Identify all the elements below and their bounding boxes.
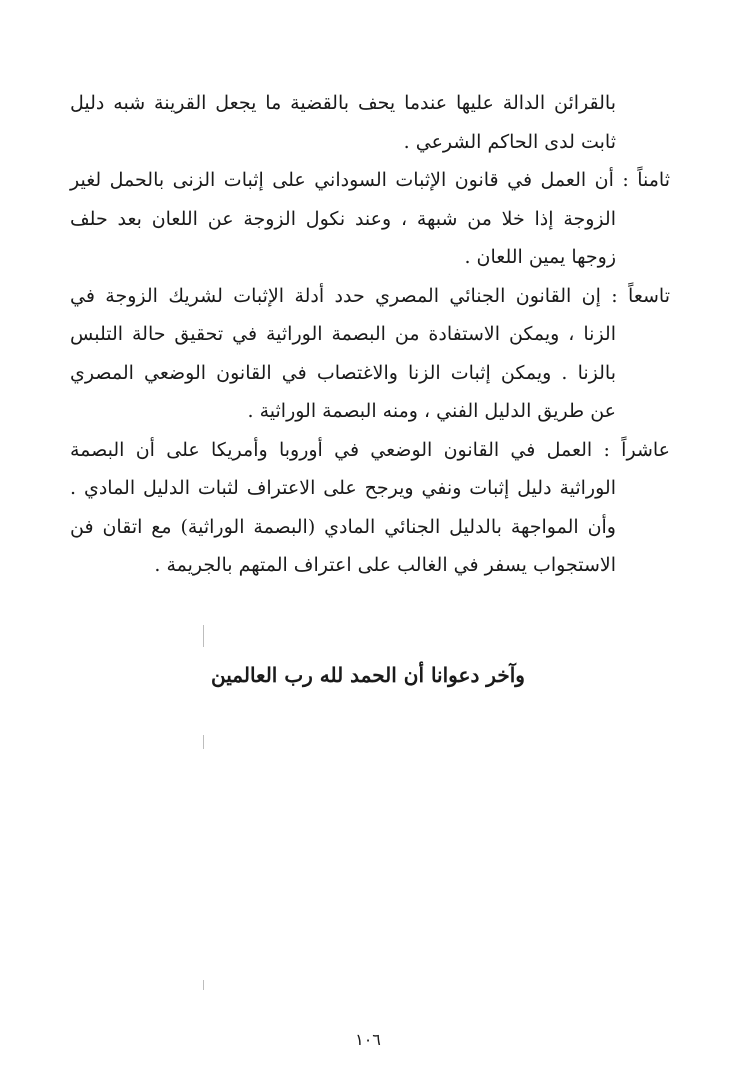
text-line: الوراثية دليل إثبات ونفي ويرجح على الاعتراف لثبات الدليل المادي .	[70, 477, 616, 499]
text-line: ثامناً : أن العمل في قانون الإثبات السوداني على إثبات الزنى بالحمل لغير	[70, 169, 670, 191]
text-line: الزنا ، ويمكن الاستفادة من البصمة الوراثية في تحقيق حالة التلبس	[70, 323, 616, 345]
text-line: بالقرائن الدالة عليها عندما يحف بالقضية ما يجعل القرينة شبه دليل	[70, 92, 616, 114]
scan-speck	[203, 625, 204, 647]
scan-speck	[203, 980, 204, 990]
text-line: عن طريق الدليل الفني ، ومنه البصمة الوراثية .	[247, 400, 616, 422]
text-line: زوجها يمين اللعان .	[464, 246, 616, 268]
text-line: الزوجة إذا خلا من شبهة ، وعند نكول الزوجة عن اللعان بعد حلف	[70, 207, 616, 230]
text-line: ثابت لدى الحاكم الشرعي .	[403, 130, 616, 153]
page-number: ١٠٦	[355, 1030, 381, 1049]
scan-speck	[203, 735, 204, 749]
body-text	[70, 84, 670, 585]
closing-line: وآخر دعوانا أن الحمد لله رب العالمين	[211, 663, 525, 687]
text-line: وأن المواجهة بالدليل الجنائي المادي (البصمة الوراثية) مع اتقان فن	[70, 515, 616, 538]
text-line: الاستجواب يسفر في الغالب على اعتراف المتهم بالجريمة .	[154, 554, 616, 576]
text-line: بالزنا . ويمكن إثبات الزنا والاغتصاب في القانون الوضعي المصري	[70, 361, 616, 384]
text-line: عاشراً : العمل في القانون الوضعي في أوروبا وأمريكا على أن البصمة	[70, 438, 670, 461]
text-line: تاسعاً : إن القانون الجنائي المصري حدد أدلة الإثبات لشريك الزوجة في	[70, 284, 670, 307]
